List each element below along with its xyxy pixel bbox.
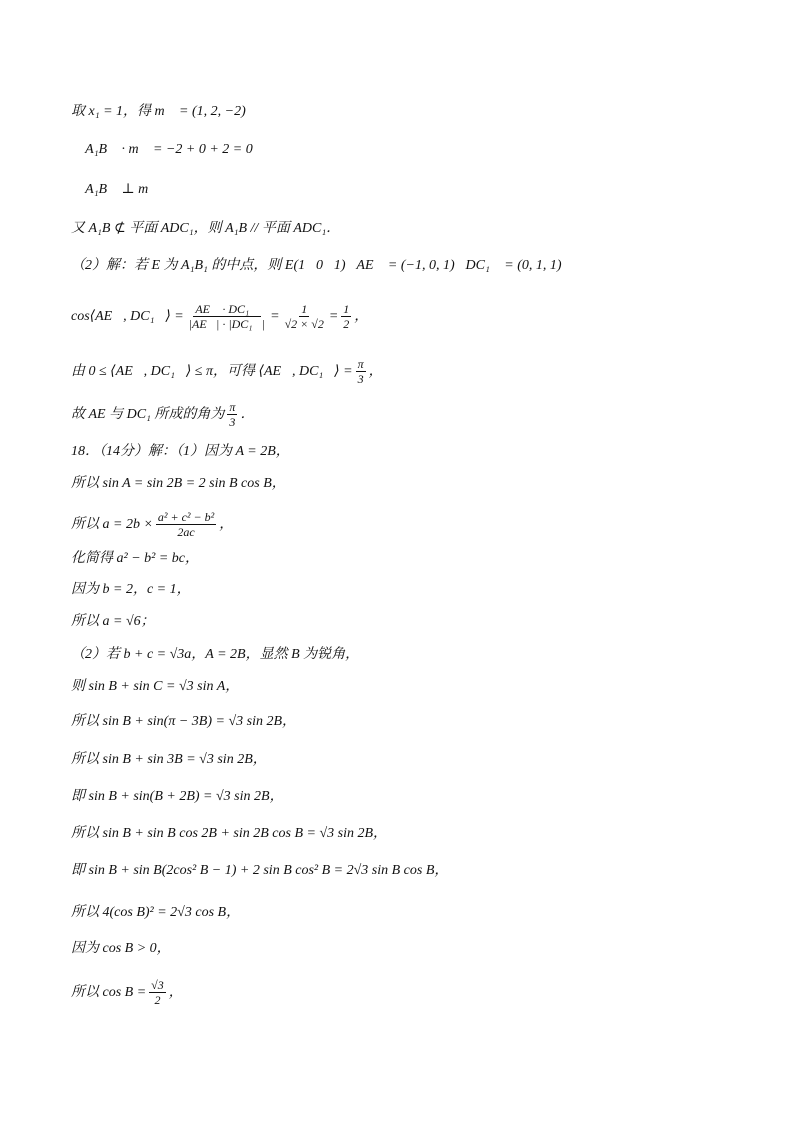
denominator: 2ac <box>177 525 195 539</box>
solution-line <box>71 581 754 599</box>
line-text: 即 sin B + sin B(2cos² B − 1) + 2 sin B cos² B = 2√3 sin B cos B， <box>71 863 449 878</box>
cosine-formula-line <box>71 302 754 331</box>
numerator: π <box>229 400 236 414</box>
denominator: |AE⃗| · |DC₁⃗| <box>188 317 266 331</box>
solution-line <box>71 788 754 806</box>
denominator: 2 <box>154 993 161 1007</box>
solution-line <box>71 940 754 958</box>
numerator: √3 <box>151 978 164 992</box>
punctuation: ． <box>240 406 255 422</box>
line-text: 所以 a = 2b × <box>71 516 153 532</box>
numerator: 1 <box>301 302 308 316</box>
line-text: 故 AE 与 DC₁ 所成的角为 <box>71 406 225 422</box>
equals-sign: = <box>328 308 339 324</box>
solution-line <box>71 613 754 631</box>
numerator: a² + c² − b² <box>157 510 215 524</box>
solution-line <box>71 751 754 769</box>
solution-line <box>71 904 754 922</box>
line-text: （2）解：若 E 为 A₁B₁ 的中点，则 E(1，0，1)，AE⃗ = (−1, 0, 1)，DC₁⃗ = (0, 1, 1)， <box>71 258 573 273</box>
line-text: 化简得 a² − b² = bc， <box>71 551 200 566</box>
solution-line <box>71 678 754 696</box>
solution-line <box>71 357 754 386</box>
numerator: π <box>357 357 364 371</box>
punctuation: ， <box>219 516 234 532</box>
line-text: 所以 sin B + sin 3B = √3 sin 2B， <box>71 752 267 767</box>
line-text: 取 x₁ = 1，得 m⃗ = (1, 2, −2)． <box>71 104 257 119</box>
line-text: 由 0 ≤ ⟨AE⃗, DC₁⃗⟩ ≤ π，可得 ⟨AE⃗, DC₁⃗⟩ = <box>71 363 353 379</box>
fraction <box>283 302 326 331</box>
line-text: 所以 4(cos B)² = 2√3 cos B， <box>71 905 241 920</box>
line-text: 所以 sin A = sin 2B = 2 sin B cos B， <box>71 476 286 491</box>
solution-line <box>71 475 754 493</box>
line-text: 所以 a = √6； <box>71 614 155 629</box>
solution-line <box>71 862 754 880</box>
solution-line <box>71 978 754 1007</box>
line-text: 则 sin B + sin C = √3 sin A， <box>71 679 240 694</box>
line-text: cos⟨AE⃗, DC₁⃗⟩ = <box>71 308 184 324</box>
line-text: （2）若 b + c = √3a，A = 2B，显然 B 为锐角， <box>71 647 360 662</box>
problem-heading <box>71 443 754 461</box>
line-text: 18．（14分）解：（1）因为 A = 2B， <box>71 444 290 459</box>
fraction <box>341 302 351 331</box>
line-text: 又 A₁B ⊄ 平面 ADC₁，则 A₁B // 平面 ADC₁． <box>71 221 341 236</box>
fraction <box>227 400 237 429</box>
solution-line <box>71 510 754 539</box>
fraction <box>149 978 166 1007</box>
line-text: 因为 cos B > 0， <box>71 941 171 956</box>
solution-line <box>71 141 754 159</box>
solution-line <box>71 257 754 275</box>
line-text: 因为 b = 2，c = 1， <box>71 582 191 597</box>
solution-line <box>71 400 754 429</box>
fraction <box>156 510 216 539</box>
solution-line <box>71 550 754 568</box>
line-text: 所以 sin B + sin B cos 2B + sin 2B cos B = √3 sin 2B， <box>71 826 388 841</box>
punctuation: ， <box>354 308 369 324</box>
line-text: ∴ A₁B⃗ ⊥ m⃗， <box>71 182 171 197</box>
numerator: 1 <box>343 302 350 316</box>
line-text: 即 sin B + sin(B + 2B) = √3 sin 2B， <box>71 789 284 804</box>
equals-sign: = <box>270 308 280 324</box>
line-text: 所以 sin B + sin(π − 3B) = √3 sin 2B， <box>71 714 297 729</box>
fraction <box>356 357 366 386</box>
line-text: ∵ A₁B⃗ · m⃗ = −2 + 0 + 2 = 0， <box>71 142 264 157</box>
denominator: √2 × √2 <box>284 317 324 331</box>
denominator: 3 <box>229 415 236 429</box>
denominator: 2 <box>343 317 350 331</box>
line-text: 所以 cos B = <box>71 984 147 1000</box>
solution-line <box>71 713 754 731</box>
denominator: 3 <box>357 372 364 386</box>
solution-line <box>71 103 754 121</box>
solution-line <box>71 181 754 199</box>
punctuation: ， <box>168 984 183 1000</box>
solution-line <box>71 825 754 843</box>
solution-line <box>71 646 754 664</box>
fraction <box>187 302 267 331</box>
solution-line <box>71 220 754 238</box>
punctuation: ， <box>368 363 383 379</box>
numerator: AE⃗ · DC₁⃗ <box>195 302 259 316</box>
